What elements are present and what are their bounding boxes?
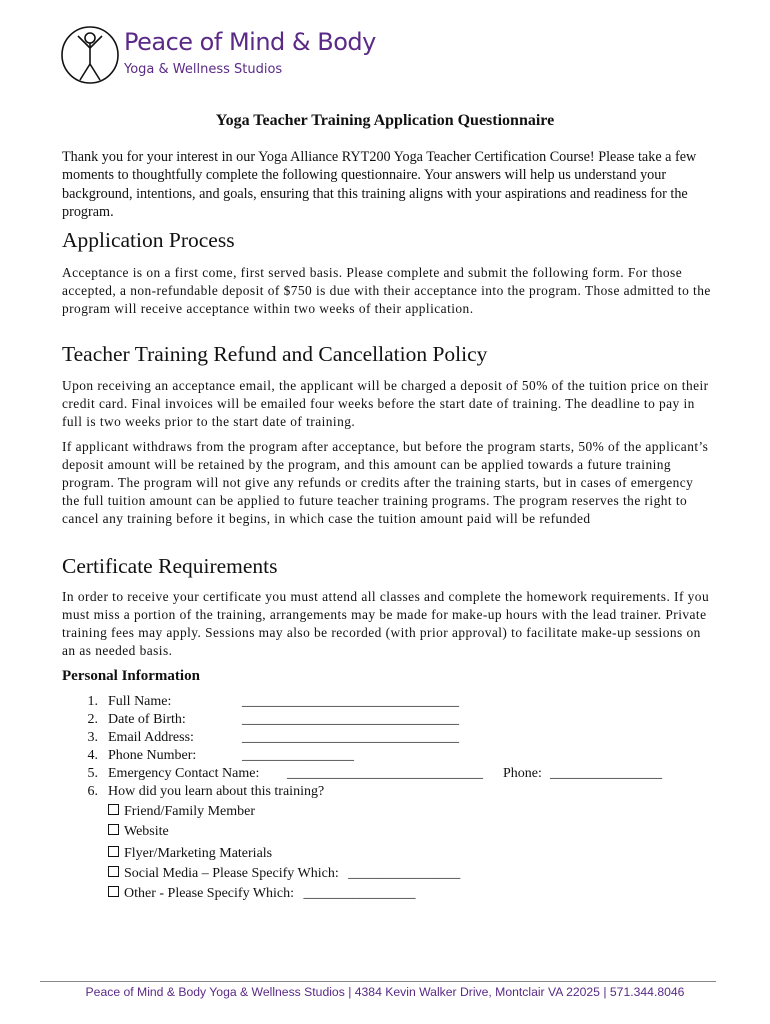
emergency-phone-field[interactable]: ________________ [550, 766, 662, 781]
phone-number-label: Phone Number: [108, 748, 197, 763]
refund-policy-text-1: Upon receiving an acceptance email, the applicant will be charged a deposit of 50% of the tuition price on their credit card. Final invoices will be emailed four weeks before the start date of training. The deadline to pay in full is two weeks prior to the start date of training. [62, 378, 709, 429]
option-label: Other - Please Specify Which: [124, 886, 295, 901]
checkbox[interactable] [108, 866, 119, 877]
list-number: 4. [87, 748, 98, 763]
email-label: Email Address: [108, 730, 194, 745]
list-number: 6. [87, 784, 98, 799]
date-of-birth-label: Date of Birth: [108, 712, 186, 727]
brand-tagline: Yoga & Wellness Studios [124, 62, 283, 77]
full-name-field[interactable]: _______________________________ [242, 694, 459, 709]
refund-policy-heading: Teacher Training Refund and Cancellation Policy [62, 342, 488, 366]
certificate-requirements-text: In order to receive your certificate you must attend all classes and complete the homework requirements. If you must miss a portion of the training, arrangements may be made for make-up hours with the lead trainer. Private training fees may apply. Sessions may also be recorded (with prior approval) to facilitate make-up sessions on an as needed basis. [62, 589, 710, 658]
list-number: 1. [87, 694, 98, 709]
social-media-field[interactable]: ________________ [348, 866, 461, 881]
personal-information-heading: Personal Information [62, 668, 200, 684]
footer-contact: Peace of Mind & Body Yoga & Wellness Studios | 4384 Kevin Walker Drive, Montclair VA 22025 | 571.344.8046 [85, 985, 685, 999]
option-flyer[interactable] [108, 846, 272, 862]
option-label: Website [124, 824, 169, 839]
checkbox[interactable] [108, 846, 119, 857]
document-title: Yoga Teacher Training Application Questionnaire [215, 112, 555, 129]
footer-divider [40, 981, 716, 982]
application-process-text: Acceptance is on a first come, first served basis. Please complete and submit the following form. For those accepted, a non-refundable deposit of $750 is due with their acceptance into the program. Those admitted to the program will receive acceptance within two weeks of their application. [62, 265, 711, 316]
date-of-birth-field[interactable]: _______________________________ [242, 712, 459, 727]
checkbox[interactable] [108, 824, 119, 835]
option-label: Social Media – Please Specify Which: [124, 866, 339, 881]
email-field[interactable]: _______________________________ [242, 730, 459, 745]
refund-policy-text-2: If applicant withdraws from the program after acceptance, but before the program starts, 50% of the applicant’s deposit amount will be retained by the program, and this amount can be applied towards a future training program. The program will not give any refunds or credits after the training starts, but in cases of emergency the full tuition amount can be applied to future teacher training programs. The program reserves the right to cancel any training before it begins, in which case the tuition amount paid will be refunded [62, 439, 709, 526]
option-label: Friend/Family Member [124, 804, 256, 819]
brand-logo [60, 24, 380, 94]
emergency-contact-label: Emergency Contact Name: [108, 766, 260, 781]
other-field[interactable]: ________________ [303, 886, 416, 901]
option-other[interactable] [108, 886, 416, 902]
checkbox[interactable] [108, 886, 119, 897]
list-number: 5. [87, 766, 98, 781]
referral-question-label: How did you learn about this training? [108, 784, 325, 799]
list-number: 2. [87, 712, 98, 727]
option-social-media[interactable] [108, 866, 460, 882]
option-label: Flyer/Marketing Materials [124, 846, 273, 861]
intro-paragraph: Thank you for your interest in our Yoga Alliance RYT200 Yoga Teacher Certification Course! Please take a few moments to thoughtfully complete the following questionnaire. Your answers will help us understand your background, intentions, and goals, ensuring that this training aligns with your aspirations and readiness for the program. [62, 149, 697, 221]
option-website[interactable] [108, 824, 169, 840]
full-name-label: Full Name: [108, 694, 172, 709]
application-process-heading: Application Process [62, 228, 235, 252]
phone-number-field[interactable]: ________________ [242, 748, 354, 763]
checkbox[interactable] [108, 804, 119, 815]
emergency-contact-field[interactable]: ____________________________ [287, 766, 483, 781]
brand-name: Peace of Mind & Body [124, 28, 376, 56]
emergency-phone-label: Phone: [503, 766, 542, 781]
list-number: 3. [87, 730, 98, 745]
yoga-figure-icon [60, 24, 122, 86]
certificate-requirements-heading: Certificate Requirements [62, 554, 278, 578]
option-friend-family[interactable] [108, 804, 255, 820]
